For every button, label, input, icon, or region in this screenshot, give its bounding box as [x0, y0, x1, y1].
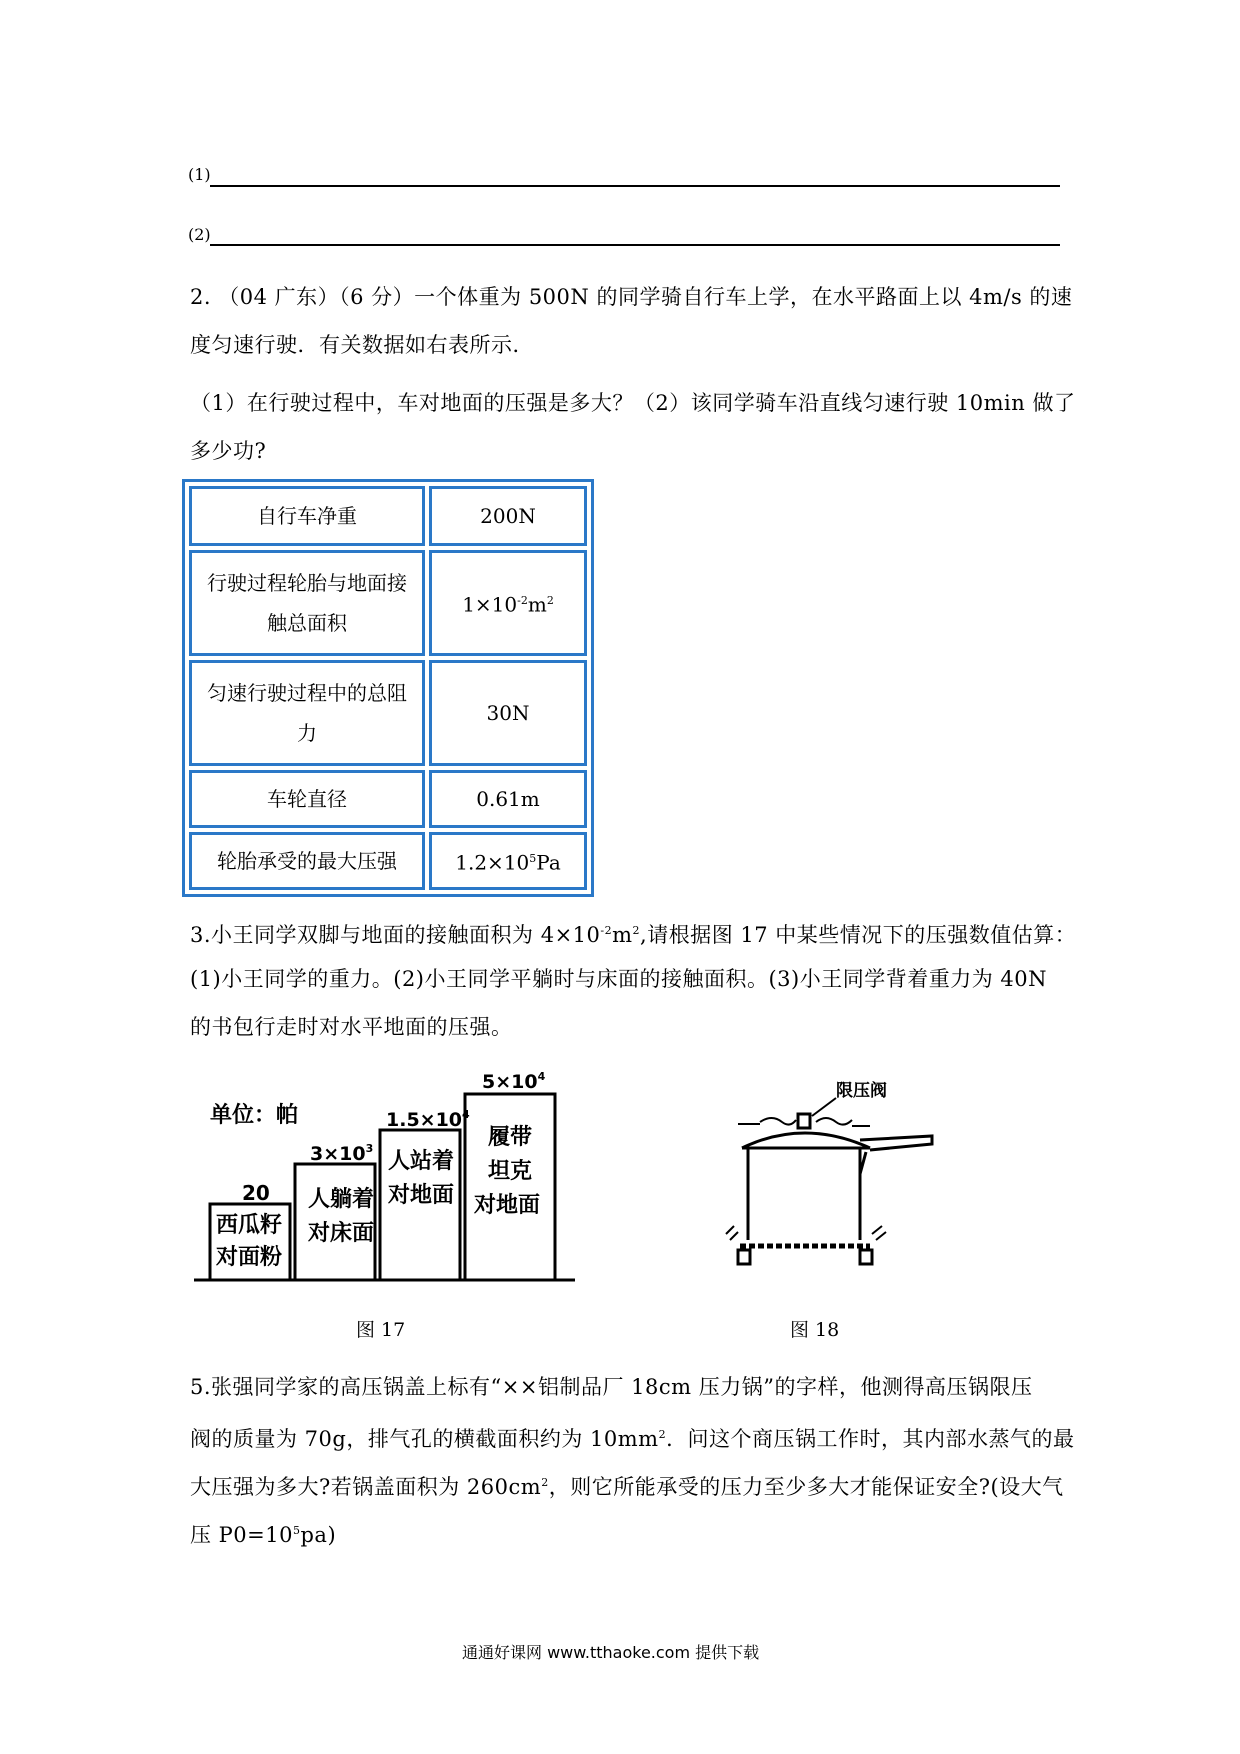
q5-exponent: 2	[541, 1476, 549, 1489]
bar-4-value-base: 5×10	[482, 1071, 538, 1093]
value-exponent: -2	[517, 594, 528, 608]
table-row	[189, 486, 587, 546]
q3-line-2: (1)小王同学的重力。(2)小王同学平躺时与床面的接触面积。(3)小王同学背着重力为 40N	[190, 967, 1048, 991]
value-unit-exponent: 2	[546, 594, 554, 608]
table-cell-value: 30N	[429, 660, 587, 766]
bar-1-value: 20	[242, 1181, 270, 1205]
bar-4	[465, 1094, 555, 1280]
q3-text: m	[612, 923, 633, 947]
q3-line-1	[190, 908, 1076, 958]
bar-2-value-base: 3×10	[310, 1143, 366, 1165]
bar-4-label-3: 对地面	[474, 1193, 541, 1218]
answer-line-1[interactable]	[210, 185, 1060, 187]
figure-18	[720, 1070, 940, 1280]
value-base: 1.2×10	[455, 850, 530, 875]
table-row	[189, 770, 587, 828]
bar-1-label-2: 对面粉	[216, 1245, 283, 1270]
answer-line-2[interactable]	[210, 244, 1060, 246]
q2-line-4: 多少功?	[190, 439, 267, 463]
table-cell-label	[189, 550, 425, 656]
table-cell-value: 200N	[429, 486, 587, 546]
q5-text: ，则它所能承受的压力至少多大才能保证安全?(设大气	[548, 1475, 1064, 1499]
bar-1-label-1: 西瓜籽	[216, 1213, 283, 1238]
table-cell-value	[429, 550, 587, 656]
bar-3-label-1: 人站着	[388, 1149, 455, 1174]
table-cell-label-line: 匀速行驶过程中的总阻	[207, 681, 407, 705]
table-cell-value	[429, 832, 587, 890]
bar-4-label-1: 履带	[488, 1125, 533, 1150]
table-cell-label-line: 行驶过程轮胎与地面接	[207, 571, 407, 595]
table-row	[189, 550, 587, 656]
q5-text: 压 P0=10	[190, 1523, 293, 1547]
figure-17	[190, 1060, 580, 1290]
bar-4-value-exp: 4	[537, 1070, 546, 1083]
page-footer: 通通好课网 www.tthaoke.com 提供下载	[462, 1643, 760, 1662]
pressure-valve	[798, 1114, 810, 1128]
valve-label: 限压阀	[836, 1081, 887, 1101]
steam-right	[816, 1118, 852, 1125]
answer-line-label-1: (1)	[188, 165, 211, 184]
bar-2-label-1: 人躺着	[308, 1187, 375, 1212]
q2-line-2: 度匀速行驶．有关数据如右表所示．	[190, 333, 534, 357]
heat-marks-right	[872, 1226, 886, 1240]
table-cell-label: 车轮直径	[189, 770, 425, 828]
table-cell-label: 轮胎承受的最大压强	[189, 832, 425, 890]
heat-marks-left	[726, 1226, 738, 1240]
bar-3-value-base: 1.5×10	[386, 1109, 463, 1131]
q3-exponent: 2	[632, 924, 641, 937]
bar-4-label-2: 坦克	[488, 1159, 533, 1184]
bar-2-value	[310, 1142, 373, 1165]
value-unit: m	[527, 592, 547, 617]
answer-line-label-2: (2)	[188, 225, 211, 244]
value-unit: Pa	[536, 850, 561, 875]
unit-label: 单位：帕	[210, 1103, 299, 1128]
steam-left	[760, 1118, 796, 1125]
figure-17-caption: 图 17	[356, 1319, 406, 1341]
table-cell-value: 0.61m	[429, 770, 587, 828]
q2-line-3: （1）在行驶过程中，车对地面的压强是多大？（2）该同学骑车沿直线匀速行驶 10min 做了	[190, 391, 1076, 415]
q5-line-2	[190, 1412, 1075, 1462]
valve-leader-line	[812, 1098, 836, 1116]
q3-line-3: 的书包行走时对水平地面的压强。	[190, 1015, 513, 1039]
q5-line-1: 5.张强同学家的高压锅盖上标有“××铝制品厂 18cm 压力锅”的字样，他测得高压锅限压	[190, 1375, 1033, 1399]
bicycle-data-table	[182, 479, 594, 897]
q5-text: pa)	[300, 1523, 337, 1547]
q5-text: 大压强为多大?若锅盖面积为 260cm	[190, 1475, 542, 1499]
table-cell-label: 自行车净重	[189, 486, 425, 546]
pot-handle	[860, 1136, 932, 1150]
q5-exponent: 5	[292, 1524, 301, 1537]
q5-text: 阀的质量为 70g，排气孔的横截面积约为 10mm	[190, 1427, 659, 1451]
q5-exponent: 2	[658, 1428, 667, 1441]
table-cell-label	[189, 660, 425, 766]
pot-lid	[742, 1133, 870, 1148]
value-base: 1×10	[462, 592, 518, 617]
table-cell-label-line: 触总面积	[267, 611, 347, 635]
q3-text: ,请根据图 17 中某些情况下的压强数值估算：	[640, 923, 1077, 947]
bar-3-value	[386, 1108, 470, 1131]
table-row	[189, 660, 587, 766]
bar-2-label-2: 对床面	[308, 1221, 375, 1246]
bar-3-label-2: 对地面	[388, 1183, 455, 1208]
q3-text: 3.小王同学双脚与地面的接触面积为 4×10	[190, 923, 601, 947]
q5-line-4	[190, 1508, 336, 1558]
bar-3-value-exp: 4	[462, 1108, 470, 1121]
pot-foot-left	[738, 1250, 750, 1264]
q5-text: ．问这个商压锅工作时，其内部水蒸气的最	[666, 1427, 1075, 1451]
table-row	[189, 832, 587, 890]
q2-line-1: 2. （04 广东）（6 分）一个体重为 500N 的同学骑自行车上学，在水平路面上以 4m/s 的速	[190, 285, 1073, 309]
table-cell-label-line: 力	[297, 721, 317, 745]
pot-foot-right	[860, 1250, 872, 1264]
bar-2-value-exp: 3	[365, 1142, 374, 1155]
bar-4-value	[482, 1070, 546, 1093]
q5-line-3	[190, 1460, 1064, 1510]
figure-18-caption: 图 18	[790, 1319, 840, 1341]
value-exponent: 5	[529, 852, 537, 866]
q3-exponent: -2	[600, 924, 613, 937]
